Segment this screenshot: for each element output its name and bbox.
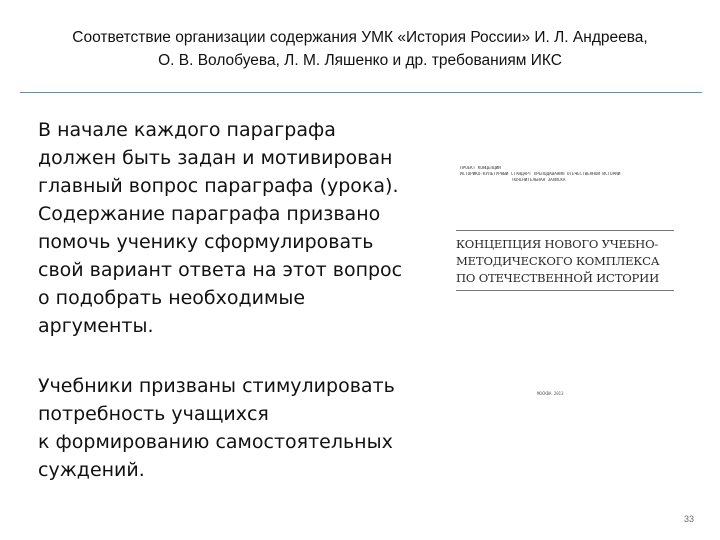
document-stamp-text: МОСКВА 2013 [537, 391, 564, 396]
paragraph-line: должен быть задан и мотивирован [38, 147, 393, 169]
paragraph-line: В начале каждого параграфа [38, 119, 336, 141]
title-divider [20, 92, 702, 93]
concept-document-image [452, 166, 678, 296]
document-rule-top [456, 230, 674, 231]
document-small-text: ИСТОРИКО-КУЛЬТУРНЫЙ СТАНДАРТ ПРЕПОДАВАНИЯ ОТЕЧЕСТВЕННОЙ ИСТОРИИ [460, 172, 621, 177]
paragraph-line: главный вопрос параграфа (урока). [38, 175, 399, 197]
paragraph-line: Учебники призваны стимулировать [38, 375, 395, 397]
paragraph-line: свой вариант ответа на этот вопрос [38, 259, 403, 281]
document-heading-line: МЕТОДИЧЕСКОГО КОМПЛЕКСА [456, 254, 660, 268]
paragraph-line: потребность учащихся [38, 403, 269, 425]
document-heading-line: ПО ОТЕЧЕСТВЕННОЙ ИСТОРИИ [456, 271, 659, 285]
page-number: 33 [684, 514, 695, 524]
paragraph-line: о подобрать необходимые [38, 287, 306, 309]
paragraph-line: к формированию самостоятельных [38, 431, 393, 453]
paragraph-question [38, 116, 418, 340]
slide-title [20, 26, 700, 72]
document-heading [456, 236, 676, 287]
document-small-text: ПОЯСНИТЕЛЬНАЯ ЗАПИСКА [512, 178, 566, 183]
slide-title-line: Соответствие организации содержания УМК «История России» И. Л. Андреева, [72, 29, 648, 46]
document-small-text: ПРОЕКТ КОНЦЕПЦИИ [460, 166, 501, 171]
paragraph-line: Содержание параграфа призвано [38, 203, 381, 225]
paragraph-textbooks [38, 372, 418, 484]
paragraph-line: помочь ученику сформулировать [38, 231, 374, 253]
paragraph-line: аргументы. [38, 315, 154, 337]
document-heading-line: КОНЦЕПЦИЯ НОВОГО УЧЕБНО- [456, 237, 659, 251]
document-rule-bottom [456, 290, 674, 291]
paragraph-line: суждений. [38, 459, 145, 481]
slide-title-line: О. В. Волобуева, Л. М. Ляшенко и др. требованиям ИКС [158, 52, 562, 69]
